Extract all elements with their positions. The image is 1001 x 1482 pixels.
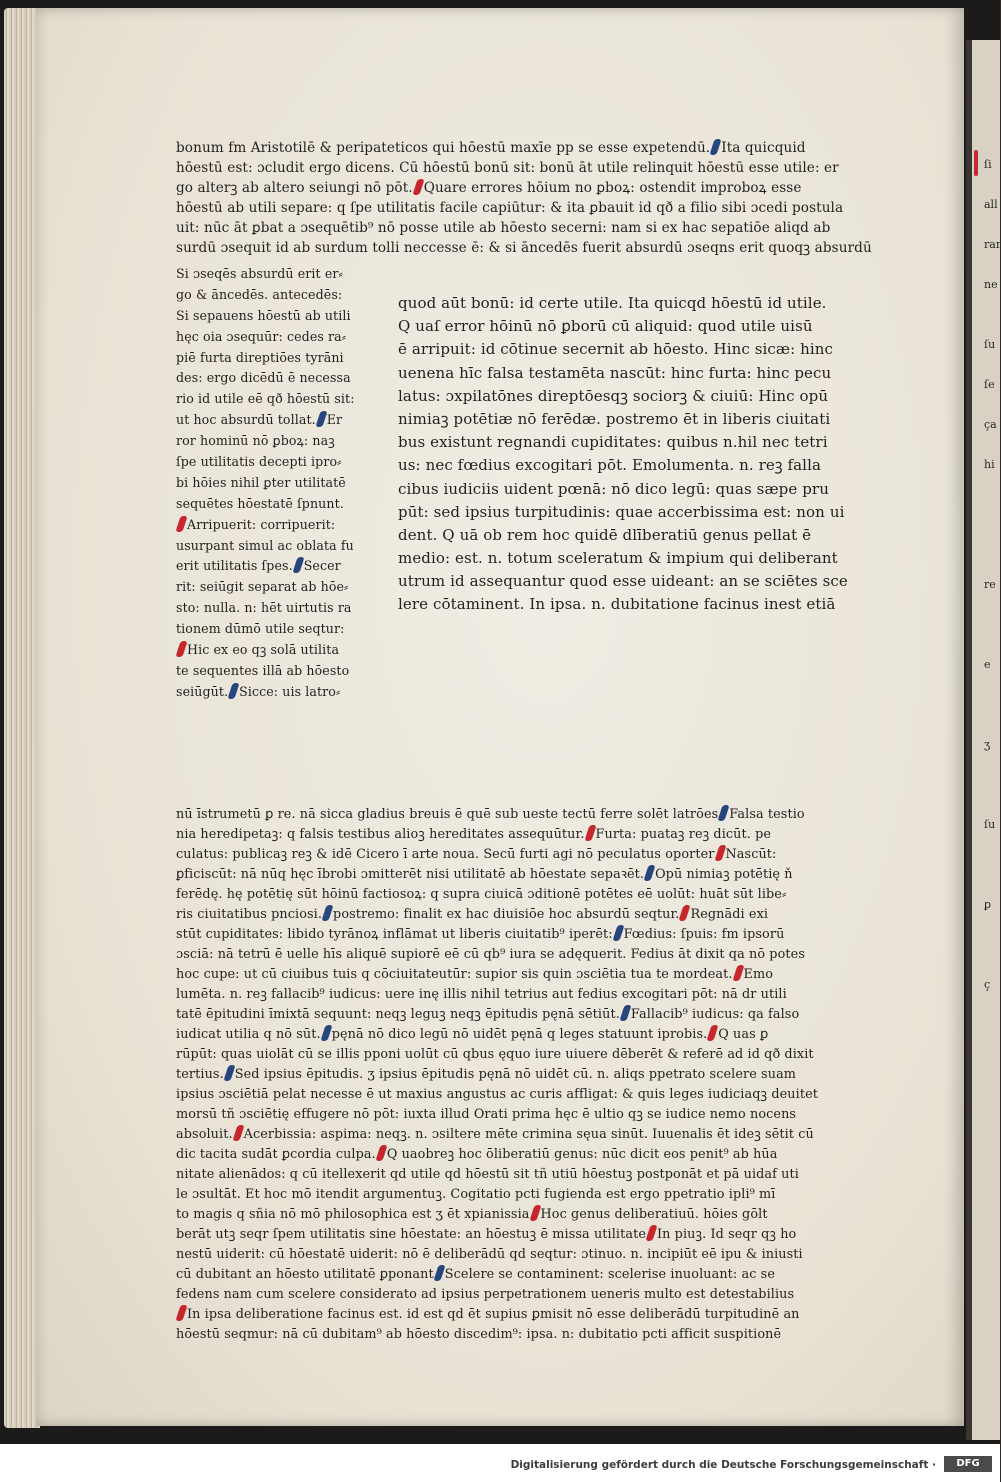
line-text: postremo: finalit ex hac diuisiōe hoc absurdū seqtur.: [333, 907, 680, 922]
line-text: hōestū ab utili separe: q ſpe utilitatis facile capiūtur: & ita ꝑbauit id qð a filio sibi ɔcedi postula: [176, 200, 844, 216]
facing-page-fragment: ſe: [984, 378, 995, 391]
paragraph-mark-blue: [619, 1005, 631, 1021]
text-line: [176, 825, 900, 845]
line-text: usurpant simul ac oblata fu: [176, 537, 354, 553]
line-text: hoc cupe: ut cū ciuibus tuis q cōciuitateutūr: supior sis quin ɔsciētia tua te mordeat.: [176, 967, 733, 982]
text-line: [176, 640, 381, 661]
line-text: Opū nimiaꝫ potētię ň: [655, 867, 793, 882]
paragraph-mark-blue: [710, 139, 722, 155]
text-line: [176, 805, 900, 825]
line-text: Arripuerit: corripuerit:: [187, 516, 336, 532]
text-line: [176, 473, 381, 494]
line-text: In ipsa deliberatione facinus est. id est qd ēt supius ꝑmisit nō esse deliberādū turpitudinē an: [187, 1307, 800, 1322]
line-text: hęc oia ɔsequūr: cedes ra⸗: [176, 328, 347, 344]
line-text: ferēdę. hę potētię sūt hōinū factiosoꝝ: q supra ciuicā ɔditionē potētes eē uolūt: huāt sūt libe⸗: [176, 887, 787, 902]
line-text: Acerbissia: aspima: neqꝫ. n. ɔsiltere mēte crimina sęua sinūt. Iuuenalis ēt ideꝫ sētit cū: [243, 1127, 814, 1142]
paragraph-mark-red: [232, 1125, 244, 1141]
text-line: [176, 965, 900, 985]
line-text: Furta: puataꝫ reꝫ dicūt. pe: [595, 827, 772, 842]
text-line: [176, 682, 381, 703]
line-text: sequētes hōestatē ſpnunt.: [176, 495, 344, 511]
line-text: Q uaobreꝫ hoc ōliberatiū genus: nūc dicit eos penit⁹ ab hūa: [386, 1147, 778, 1162]
text-line: [398, 315, 898, 338]
line-text: morsū tñ ɔsciētię effugere nō pōt: iuxta illud Orati prima hęc ē ultio qꝫ se iudice nemo nocens: [176, 1107, 797, 1122]
text-line: [176, 1185, 900, 1205]
line-text: nimiaꝫ potētiæ nō ferēdæ. postremo ēt in liberis ciuitati: [398, 409, 831, 428]
text-line: [176, 515, 381, 536]
line-text: culatus: publicaꝫ reꝫ & idē Cicero ī arte noua. Secū furti agi nō peculatus oporter: [176, 847, 715, 862]
line-text: In piuꝫ. Id seqr qꝫ ho: [657, 1227, 797, 1242]
line-text: Si sepauens hōestū ab utili: [176, 307, 351, 323]
text-line: [176, 452, 381, 473]
text-line: [398, 593, 898, 616]
text-line: [176, 1045, 900, 1065]
facing-page-fragment: ç: [984, 978, 991, 991]
line-text: dic tacita sudāt ꝑcordia culpa.: [176, 1147, 376, 1162]
line-text: cibus iudiciis uident pœnā: nō dico legū: quas sæpe pru: [398, 479, 829, 498]
rubric-mark: [974, 150, 978, 176]
text-line: [176, 577, 381, 598]
line-text: bi hōies nihil ꝑter utilitatē: [176, 474, 346, 490]
line-text: ē arripuit: id cōtinue secernit ab hōesto. Hinc sicæ: hinc: [398, 340, 834, 359]
facing-page-edge: [966, 40, 1000, 1440]
text-line: [176, 1065, 900, 1085]
text-line: [176, 1105, 900, 1125]
line-text: quod aūt bonū: id certe utile. Ita quicqd hōestū id utile.: [398, 294, 827, 312]
line-text: ꝑficiscūt: nā nūq hęc ībrobi ɔmitterēt nisi utilitatē ab hōestate sepaꝛēt.: [176, 867, 645, 882]
text-line: [176, 1205, 900, 1225]
line-text: pūt: sed ipsius turpitudinis: quae accerbissima est: non ui: [398, 502, 845, 521]
text-block-bottom: [176, 805, 900, 1345]
line-text: go & āncedēs. antecedēs:: [176, 286, 343, 302]
facing-page-fragment: re: [984, 578, 996, 591]
line-text: Q uaſ error hōinū nō ꝑborū cū aliquid: quod utile uisū: [398, 317, 813, 336]
line-text: rio id utile eē qð hōestū sit:: [176, 391, 355, 407]
text-line: [176, 285, 381, 306]
text-line: [398, 385, 898, 408]
text-line: [176, 845, 900, 865]
line-text: to magis q sñia nō mō philosophica est ʒ ēt xpianissia: [176, 1207, 530, 1222]
text-line: [176, 598, 381, 619]
line-text: utrum id assequantur quod esse uideant: an se sciētes sce: [398, 572, 848, 591]
text-line: [176, 410, 381, 431]
line-text: rūpūt: quas uiolāt cū se illis pponi uolūt cū qbus ęquo iure uiuere dēberēt & referē ad id qð dixit: [176, 1047, 814, 1062]
text-line: [398, 454, 898, 477]
line-text: Hic ex eo qꝫ solā utilita: [187, 642, 340, 658]
line-text: tionem dūmō utile seqtur:: [176, 621, 345, 637]
text-line: [176, 1245, 900, 1265]
text-line: [176, 985, 900, 1005]
line-text: Quare errores hōium no ꝑboꝝ: ostendit improboꝝ esse: [423, 180, 802, 196]
text-line: [398, 501, 898, 524]
paragraph-mark-red: [645, 1225, 657, 1241]
line-text: pęnā nō dico legū nō uidēt pęnā q leges statuunt iprobis.: [331, 1027, 708, 1042]
text-line: [398, 478, 898, 501]
facing-page-fragment: hi: [984, 458, 995, 471]
text-block-commentary-column: [176, 264, 381, 703]
text-line: [176, 865, 900, 885]
line-text: Fallacib⁹ iudicus: qa falso: [630, 1007, 800, 1022]
text-line: [176, 1025, 900, 1045]
text-line: [176, 158, 896, 178]
paragraph-mark-red: [732, 965, 744, 981]
line-text: ris ciuitatibus pnciosi.: [176, 907, 323, 922]
paragraph-mark-blue: [643, 865, 655, 881]
text-line: [176, 327, 381, 348]
facing-page-fragment: ſu: [984, 818, 996, 831]
text-line: [176, 178, 896, 198]
facing-page-fragment: ne: [984, 278, 998, 291]
text-line: [176, 218, 896, 238]
line-text: ipsius ɔsciētiā pelat necesse ē ut maxius angustus ac curis affligat: & quis leges iudiciaqꝫ deuitet: [176, 1087, 818, 1102]
line-text: sto: nulla. n: hēt uirtutis ra: [176, 600, 352, 616]
text-line: [176, 348, 381, 369]
line-text: nitate alienādos: q cū itellexerit qd utile qd hōestū sit tñ utiū hōestuꝫ postponāt et pā uidaf uti: [176, 1167, 799, 1182]
text-line: [398, 338, 898, 361]
line-text: bus existunt regnandi cupiditates: quibus n.hil nec tetri: [398, 433, 828, 452]
text-line: [176, 1225, 900, 1245]
text-line: [176, 556, 381, 577]
line-text: berāt utꝫ seqr ſpem utilitatis sine hōestate: an hōestuꝫ ē missa utilitate: [176, 1227, 646, 1242]
line-text: nia heredipetaꝫ: q falsis testibus alioꝫ hereditates assequūtur.: [176, 827, 585, 842]
text-line: [176, 536, 381, 557]
text-line: [398, 570, 898, 593]
line-text: medio: est. n. totum sceleratum & impium qui deliberant: [398, 549, 838, 568]
text-line: [176, 1325, 900, 1345]
text-line: [176, 925, 900, 945]
line-text: Emo: [743, 967, 773, 982]
paragraph-mark-blue: [292, 557, 304, 573]
paragraph-mark-blue: [223, 1065, 235, 1081]
paragraph-mark-blue: [320, 1025, 332, 1041]
line-text: surdū ɔsequit id ab surdum tolli neccesse ē: & si āncedēs fuerit absurdū ɔseqns erit quoqꝫ absurdū: [176, 240, 872, 256]
line-text: lere cōtaminent. In ipsa. n. dubitatione facinus inest etiā: [398, 595, 836, 614]
line-text: Er: [326, 412, 343, 428]
line-text: bonum fm Aristotilē & peripateticos qui hōestū maxīe pp se esse expetendū.: [176, 140, 711, 156]
text-line: [398, 292, 898, 315]
line-text: tatē ēpitudini īmixtā sequunt: neqꝫ leguꝫ neqꝫ ēpitudis pęnā sētiūt.: [176, 1007, 620, 1022]
text-line: [176, 885, 900, 905]
facing-page-fragment: rar: [984, 238, 1001, 251]
text-line: [176, 431, 381, 452]
text-line: [176, 1165, 900, 1185]
line-text: ſpe utilitatis decepti ipro⸗: [176, 454, 342, 470]
line-text: tertius.: [176, 1067, 224, 1082]
line-text: ɔsciā: nā tetrū ē uelle hīs aliquē supiorē eē cū qb⁹ iura se adęquerit. Fedius āt dixit qa nō potes: [176, 947, 805, 962]
text-line: [176, 138, 896, 158]
text-line: [176, 306, 381, 327]
paragraph-mark-red: [714, 845, 726, 861]
line-text: cū dubitant an hōesto utilitatē ꝑponant: [176, 1267, 434, 1282]
line-text: le ɔsultāt. Et hoc mō itendit argumentuꝫ. Cogitatio pcti fugienda est ergo ppetratio ipli⁹ mī: [176, 1187, 776, 1202]
line-text: dent. Q uā ob rem hoc quidē dlīberatiū genus pellat ē: [398, 525, 812, 544]
facing-page-fragment: ſu: [984, 338, 996, 351]
facing-page-fragment: ça: [984, 418, 997, 431]
line-text: Scelere se contaminent: scelerise inuoluant: ac se: [444, 1267, 775, 1282]
text-block-main-column: [398, 292, 898, 617]
text-line: [176, 264, 381, 285]
line-text: go alterꝫ ab altero seiungi nō pōt.: [176, 180, 413, 196]
line-text: ut hoc absurdū tollat.: [176, 412, 316, 428]
line-text: seiūgūt.: [176, 683, 229, 699]
paragraph-mark-red: [412, 179, 424, 195]
line-text: rit: seiūgit separat ab hōe⸗: [176, 579, 349, 595]
line-text: Falsa testio: [729, 807, 805, 822]
facing-page-fragment: ʒ: [984, 738, 991, 751]
paragraph-mark-blue: [321, 905, 333, 921]
funding-notice: Digitalisierung gefördert durch die Deutsche Forschungsgemeinschaft ·: [510, 1459, 936, 1471]
line-text: fedens nam cum scelere considerato ad ipsius perpetrationem ueneris multo est detestabilius: [176, 1287, 795, 1302]
line-text: Ita quicquid: [721, 140, 806, 156]
line-text: absoluit.: [176, 1127, 233, 1142]
line-text: Secer: [303, 558, 341, 574]
line-text: te sequentes illā ab hōesto: [176, 662, 350, 678]
paragraph-mark-red: [175, 1305, 187, 1321]
paragraph-mark-blue: [227, 683, 239, 699]
text-line: [176, 1125, 900, 1145]
text-line: [176, 494, 381, 515]
text-block-top: [176, 138, 896, 258]
paragraph-mark-red: [529, 1205, 541, 1221]
line-text: Si ɔseqēs absurdū erit er⸗: [176, 266, 343, 281]
text-line: [176, 1285, 900, 1305]
line-text: Regnādi exi: [690, 907, 769, 922]
text-line: [176, 1145, 900, 1165]
book-page-edges: [4, 8, 40, 1428]
line-text: uenena hīc falsa testamēta nascūt: hinc furta: hinc pecu: [398, 363, 832, 382]
line-text: Nascūt:: [725, 847, 777, 862]
text-line: [176, 905, 900, 925]
line-text: ror hominū nō ꝑboꝝ: naꝫ: [176, 433, 335, 449]
facing-page-fragment: e: [984, 658, 991, 671]
text-line: [398, 408, 898, 431]
dfg-logo: DFG: [944, 1456, 992, 1472]
line-text: stūt cupiditates: libido tyrānoꝝ inflāmat ut liberis ciuitatib⁹ iperēt:: [176, 927, 613, 942]
line-text: Sicce: uis latro⸗: [239, 683, 341, 699]
footer-bar: [0, 1444, 1000, 1482]
facing-page-fragment: all: [984, 198, 998, 211]
facing-page-fragment: ꝑ: [984, 898, 991, 911]
line-text: Hoc genus deliberatiuū. hōies gōlt: [540, 1207, 768, 1222]
line-text: des: ergo dicēdū ē necessa: [176, 370, 351, 386]
line-text: erit utilitatis ſpes.: [176, 558, 293, 574]
paragraph-mark-blue: [315, 411, 327, 427]
paragraph-mark-red: [175, 641, 187, 657]
text-line: [176, 1085, 900, 1105]
text-line: [176, 619, 381, 640]
facing-page-fragment: ſi: [984, 158, 992, 171]
text-line: [398, 524, 898, 547]
text-line: [398, 431, 898, 454]
text-line: [398, 362, 898, 385]
paragraph-mark-blue: [612, 925, 624, 941]
line-text: hōestū est: ɔcludit ergo dicens. Cū hōestū bonū sit: bonū āt utile relinquit hōestū esse utile: er: [176, 160, 839, 176]
line-text: nū īstrumetū ꝑ re. nā sicca gladius breuis ē quē sub ueste tectū ferre solēt latrōes: [176, 807, 719, 822]
text-line: [176, 198, 896, 218]
text-line: [176, 1005, 900, 1025]
line-text: hōestū seqmur: nā cū dubitam⁹ ab hōesto discedim⁹: ipsa. n: dubitatio pcti afficit suspitionē: [176, 1327, 782, 1342]
line-text: latus: ɔxpilatōnes direptōesqꝫ sociorꝫ & ciuiū: Hinc opū: [398, 386, 829, 405]
text-line: [176, 1265, 900, 1285]
text-line: [176, 945, 900, 965]
text-line: [398, 547, 898, 570]
text-line: [176, 389, 381, 410]
paragraph-mark-blue: [433, 1265, 445, 1281]
text-line: [176, 661, 381, 682]
text-line: [176, 368, 381, 389]
line-text: us: nec fœdius excogitari pōt. Emolumenta. n. reꝫ falla: [398, 456, 822, 475]
line-text: uit: nūc āt ꝑbat a ɔsequētib⁹ nō posse utile ab hōesto secerni: nam si ex hac sepatiōe aliqd ab: [176, 220, 831, 236]
paragraph-mark-red: [584, 825, 596, 841]
line-text: lumēta. n. reꝫ fallacib⁹ iudicus: uere inę illis nihil tetrius aut fedius excogitari pōt: nā dr utili: [176, 987, 787, 1002]
line-text: Sed ipsius ēpitudis. ʒ ipsius ēpitudis pęnā nō uidēt cū. n. aliqs ppetrato scelere suam: [234, 1067, 797, 1082]
line-text: piē furta direptiōes tyrāni: [176, 349, 344, 365]
text-line: [176, 238, 896, 258]
line-text: iudicat utilia q nō sūt.: [176, 1027, 321, 1042]
line-text: Q uas ꝑ: [718, 1027, 769, 1042]
line-text: nestū uiderit: cū hōestatē uiderit: nō ē deliberādū qd seqtur: ɔtinuo. n. incipiūt eē ipu & iniusti: [176, 1247, 803, 1262]
paragraph-mark-red: [175, 516, 187, 532]
line-text: Fœdius: ſpuis: fm ipsorū: [623, 927, 785, 942]
paragraph-mark-red: [375, 1145, 387, 1161]
text-line: [176, 1305, 900, 1325]
